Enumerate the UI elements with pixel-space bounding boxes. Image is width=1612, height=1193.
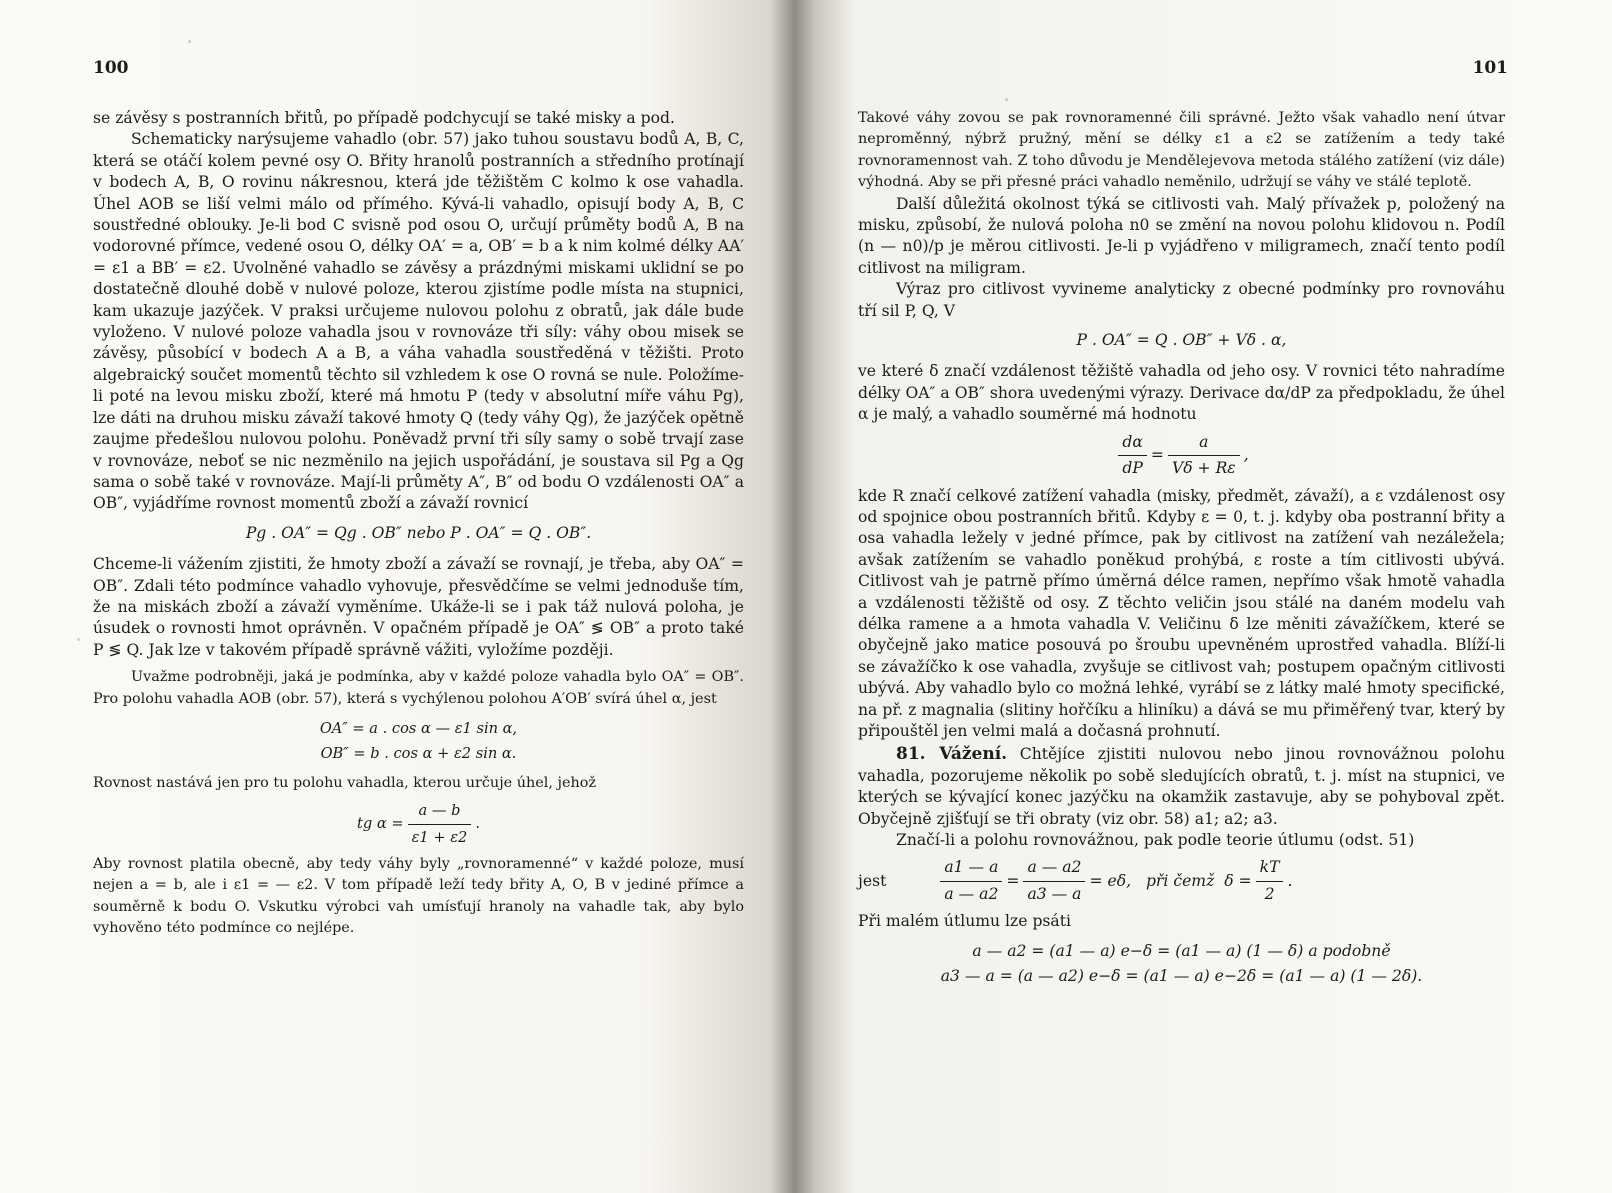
- fraction: [1118, 432, 1147, 480]
- fraction: [408, 800, 472, 848]
- paragraph: Značí-li a polohu rovnovážnou, pak podle teorie útlumu (odst. 51): [896, 831, 1415, 849]
- equation-lhs: tg α =: [357, 815, 404, 833]
- paragraph: Schematicky narýsujeme vahadlo (obr. 57) jako tuhou soustavu bodů A, B, C, která se otáčí kolem pevné osy O. Břity hranolů postranních a středního protínají v bodech A, B, O rovinu nákresnou, která jde těžištěm C kolmo k ose vahadla. Úhel AOB se liší velmi málo od přímého. Kývá-li vahadlo, opisují body A, B, C soustředné oblouky. Je-li bod C svisně pod osou O, určují průměty bodů A, B na vodorovné přímce, vedené osou O, délky OA′ = a, OB′ = b a k nim kolmé délky AA′ = ε1 a BB′ = ε2. Uvolněné vahadlo se závěsy a prázdnými miskami uklidní se po dostatečně dlouhé době v nulové poloze, kterou zjistíme podle místa na stupnici, kam ukazuje jazýček. V praksi určujeme nulovou polohu z obratů, jak dále bude vyloženo. V nulové poloze vahadla jsou v rovnováze tři síly: váhy obou misek se závěsy, působící v bodech A a B, a váha vahadla soustředěná v těžišti. Proto algebraický součet momentů těchto sil vzhledem k ose O rovná se nule. Položíme-li poté na levou misku zboží, které má hmotu P (tedy v absolutní míře váhu Pg), lze dáti na druhou misku závaží takové hmoty Q (tedy váhy Qg), že jazýček opětně zaujme předešlou nulovou polohu. Poněvadž první tři síly samy o sobě trvají zase v rovnováze, neboť se nic nezměnilo na jejich uspořádání, je soustava sil Pg a Qg sama o sobě také v rovnováze. Mají-li průměty A″, B″ od bodu O vzdálenosti OA″ a OB″, vyjádříme rovnost momentů zboží a závaží rovnicí: [93, 130, 744, 513]
- paragraph: se závěsy s postranních břitů, po případě podchycují se také misky a pod.: [93, 109, 675, 127]
- paragraph: [858, 744, 1505, 830]
- fraction-numerator: a: [1168, 432, 1240, 456]
- scan-dust: [188, 40, 191, 43]
- equation: a3 — a = (a — a2) e−δ = (a1 — a) e−2δ = (a1 — a) (1 — 2δ).: [940, 967, 1423, 986]
- fraction: [1256, 857, 1284, 905]
- fraction-denominator: 2: [1264, 884, 1275, 903]
- fraction-denominator: a — a2: [944, 884, 999, 903]
- equation: OB″ = b . cos α + ε2 sin α.: [320, 745, 517, 763]
- equation-tail: .: [475, 815, 480, 833]
- equation-tail: ,: [1243, 445, 1249, 464]
- fraction-denominator: dP: [1122, 459, 1143, 478]
- equation: a — a2 = (a1 — a) e−δ = (a1 — a) (1 — δ) a podobně: [972, 941, 1391, 960]
- section-heading: 81. Vážení.: [896, 744, 1008, 765]
- fraction-denominator: Vδ + Rε: [1171, 459, 1236, 478]
- page-number: 101: [1472, 58, 1508, 78]
- paragraph: ve které δ značí vzdálenost těžiště vahadla od jeho osy. V rovnici této nahradíme délky OA″ a OB″ shora uvedenými výrazy. Derivace dα/dP za předpokladu, že úhel α je malý, a vahadlo souměrné má hodnotu: [858, 362, 1505, 424]
- fraction-numerator: a — a2: [1023, 857, 1085, 881]
- equals-sign: =: [1150, 445, 1164, 464]
- page-number: 100: [93, 58, 129, 78]
- right-page: [800, 0, 1612, 1193]
- equation-rhs: = eδ, při čemž δ =: [1089, 871, 1252, 890]
- equation-tail: .: [1287, 871, 1293, 890]
- fraction-numerator: a1 — a: [940, 857, 1002, 881]
- paragraph: Chceme-li vážením zjistiti, že hmoty zboží a závaží se rovnají, je třeba, aby OA″ = OB″. Zdali této podmínce vahadlo vyhovuje, přesvědčíme se velmi jednoduše tím, že na miskách zboží a závaží vyměníme. Ukáže-li se i pak táž nulová poloha, je úsudek o rovnosti hmot oprávněn. V opačném případě je OA″ ≶ OB″ a proto také P ≶ Q. Jak lze v takovém případě správně vážiti, vyložíme později.: [93, 555, 744, 659]
- equation: [858, 432, 1505, 480]
- paragraph: Výraz pro citlivost vyvineme analyticky z obecné podmínky pro rovnováhu tří sil P, Q, V: [858, 280, 1505, 320]
- page-body: [93, 108, 744, 940]
- fraction: [940, 857, 1002, 905]
- equation: P . OA″ = Q . OB″ + Vδ . α,: [1076, 331, 1287, 350]
- page-body: [858, 108, 1505, 991]
- equation: OA″ = a . cos α — ε1 sin α,: [319, 719, 518, 737]
- paragraph: Takové váhy zovou se pak rovnoramenné čili správné. Ježto však vahadlo není útvar neproměnný, nýbrž pružný, mění se délky ε1 a ε2 se zatížením a tedy také rovnoramennost vah. Z toho důvodu je Mendělejevova metoda stálého zatížení (viz dále) výhodná. Aby se při přesné práci vahadlo neměnilo, udržují se váhy ve stálé teplotě.: [858, 110, 1505, 191]
- equation: [858, 857, 1505, 905]
- fraction-denominator: ε1 + ε2: [411, 828, 468, 846]
- fraction: [1168, 432, 1240, 480]
- equation: [93, 800, 744, 848]
- scan-dust: [77, 638, 80, 641]
- paragraph: kde R značí celkové zatížení vahadla (misky, předmět, závaží), a ε vzdálenost osy od spojnice obou postranních břitů. Kdyby ε = 0, t. j. kdyby oba postranní břity a osa vahadla ležely v jedné přímce, pak by citlivost na zatížení vah nezáležela; avšak zatížením se vahadlo poněkud prohýbá, ε roste a tím citlivosti ubývá. Citlivost vah je patrně přímo úměrná délce ramen, nepřímo však hmotě vahadla a vzdálenosti těžiště od osy. Z těchto veličin jsou stálé na daném modelu vah délka ramene a a hmota vahadla V. Veličinu δ lze měniti závažíčkem, které se obyčejně jako matice posouvá po šroubu upevněném uprostřed vahadla. Blíží-li se závažíčko k ose vahadla, zvyšuje se citlivost vah; postupem opačným citlivosti ubývá. Aby vahadlo bylo co možná lehké, vyrábí se z látky malé hmoty specifické, na př. z magnalia (slitiny hořčíku a hliníku) a dává se mu přiměřený tvar, který by připouštěl jen velmi malá a dočasná prohnutí.: [858, 486, 1505, 740]
- scan-dust: [1005, 98, 1008, 101]
- equals-sign: =: [1006, 871, 1020, 890]
- paragraph: Rovnost nastává jen pro tu polohu vahadla, kterou určuje úhel, jehož: [93, 774, 597, 791]
- paragraph: Aby rovnost platila obecně, aby tedy váhy byly „rovnoramenné“ v každé poloze, musí nejen a = b, ale i ε1 = — ε2. V tom případě leží tedy břity A, O, B v jediné přímce a souměrně k bodu O. Vskutku výrobci vah umísťují hranoly na vahadle tak, aby bylo vyhověno této podmínce co nejlépe.: [93, 856, 744, 937]
- equation-lead: jest: [858, 871, 887, 890]
- equation: Pg . OA″ = Qg . OB″ nebo P . OA″ = Q . OB″.: [245, 523, 592, 542]
- fraction-numerator: a — b: [408, 800, 472, 824]
- paragraph: Při malém útlumu lze psáti: [858, 912, 1071, 931]
- fraction: [1023, 857, 1085, 905]
- left-page: [0, 0, 800, 1193]
- paragraph: Uvažme podrobněji, jaká je podmínka, aby v každé poloze vahadla bylo OA″ = OB″. Pro polohu vahadla AOB (obr. 57), která s vychýlenou polohou A′OB′ svírá úhel α, jest: [93, 669, 744, 707]
- paragraph: Další důležitá okolnost týká se citlivosti vah. Malý přívažek p, položený na misku, způsobí, že nulová poloha n0 se změní na novou polohu klidovou n. Podíl (n — n0)/p je měrou citlivosti. Je-li p vyjádřeno v miligramech, značí tento podíl citlivost na miligram.: [858, 194, 1505, 277]
- fraction-denominator: a3 — a: [1027, 884, 1082, 903]
- section-text: Chtějíce zjistiti nulovou nebo jinou rovnovážnou polohu vahadla, pozorujeme několik po sobě sledujících obratů, t. j. míst na stupnici, ve kterých se kývající konec jazýčku na okamžik zastavuje, aby se pohyboval zpět. Obyčejně zjišťují se tři obraty (viz obr. 58) a1; a2; a3.: [858, 745, 1505, 828]
- fraction-numerator: dα: [1118, 432, 1147, 456]
- fraction-numerator: kT: [1256, 857, 1284, 881]
